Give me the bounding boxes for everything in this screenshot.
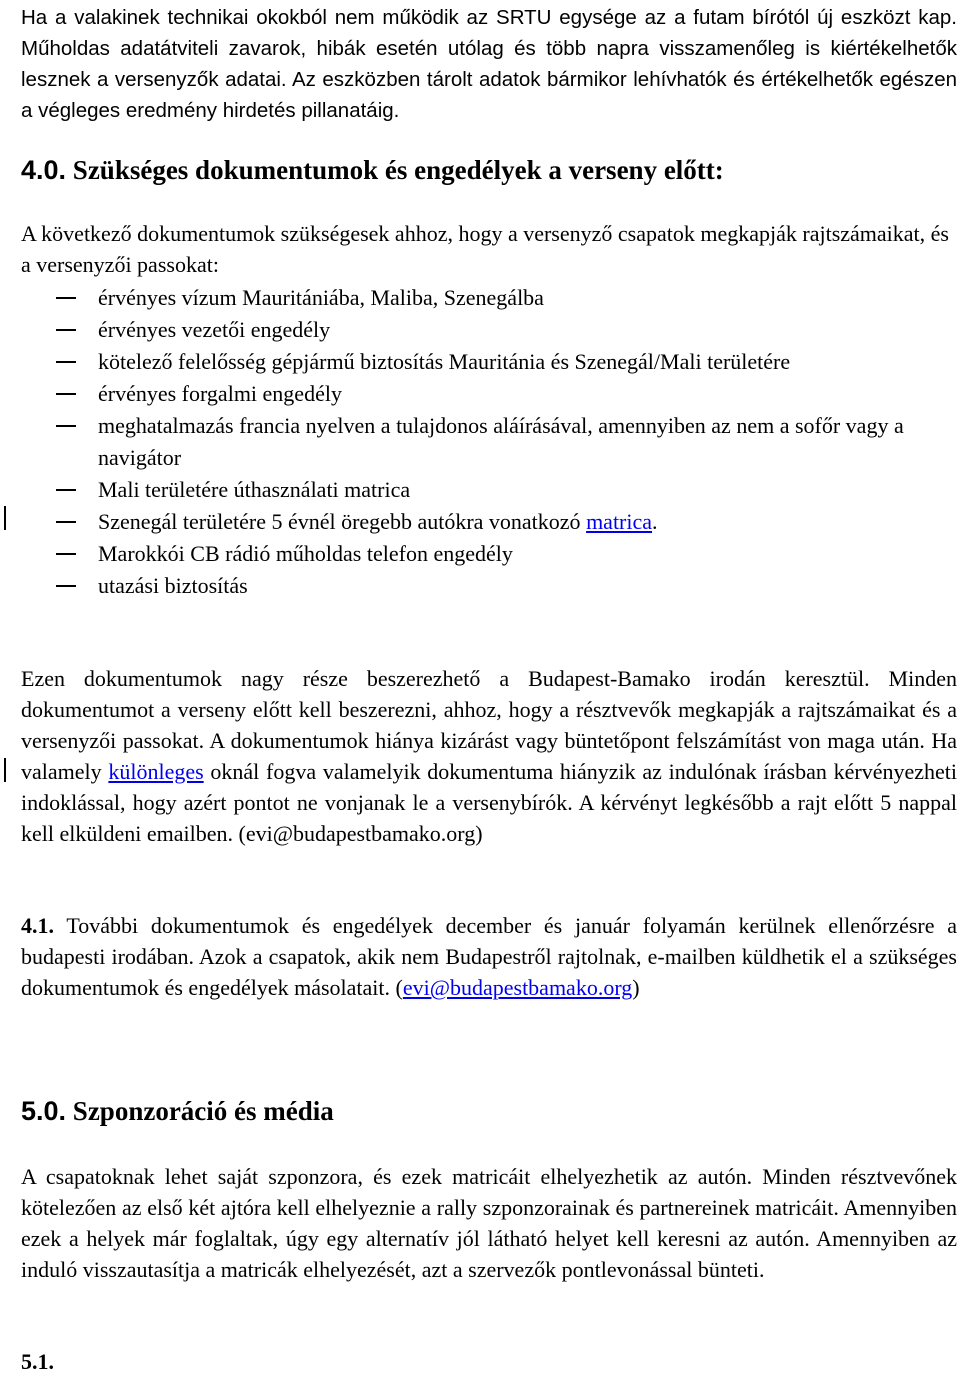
- list-item: Marokkói CB rádió műholdas telefon engedély: [98, 541, 513, 566]
- section-5-title: Szponzoráció és média: [72, 1096, 334, 1126]
- change-bar: [4, 758, 6, 782]
- section-4-heading: [21, 153, 724, 187]
- section-4-intro: A következő dokumentumok szükségesek ahhoz, hogy a versenyző csapatok megkapják rajtszámaikat, és a versenyzői passokat:: [21, 221, 949, 277]
- list-item: utazási biztosítás: [98, 573, 248, 598]
- change-bar: [4, 506, 6, 530]
- matrica-link[interactable]: matrica: [586, 509, 653, 534]
- list-item: Mali területére úthasználati matrica: [98, 477, 411, 502]
- section-5-paragraph: A csapatoknak lehet saját szponzora, és ezek matricáit elhelyezhetik az autón. Minden résztvevőnek kötelezően az első két ajtóra kell elhelyeznie a rally szponzorainak és partnereinek matricáit. Amennyiben ezek a helyek már foglaltak, úgy egy alternatív jól látható helyet kell keresni az autón. Amennyiben az induló visszautasítja a matricák elhelyezését, azt a szervezők pontlevonással bünteti.: [21, 1164, 957, 1282]
- section-4-1-number: 4.1.: [21, 913, 54, 938]
- list-item: kötelező felelősség gépjármű biztosítás Mauritánia és Szenegál/Mali területére: [98, 349, 791, 374]
- section-4-title: Szükséges dokumentumok és engedélyek a verseny előtt:: [72, 155, 724, 185]
- document-list: [21, 282, 957, 602]
- list-item: érvényes vízum Mauritániába, Maliba, Szenegálba: [98, 285, 544, 310]
- list-item: Szenegál területére 5 évnél öregebb autókra vonatkozó matrica.: [98, 509, 658, 534]
- section-4-number: 4.0.: [21, 155, 67, 185]
- intro-paragraph: Ha a valakinek technikai okokból nem működik az SRTU egysége az a futam bírótól új eszközt kap. Műholdas adatátviteli zavarok, hibák esetén utólag és több napra visszamenőleg is kiértékelhetők lesznek a versenyzők adatai. Az eszközben tárolt adatok bármikor lehívhatók és értékelhetők egészen a végleges eredmény hirdetés pillanatáig.: [21, 6, 957, 122]
- list-item: meghatalmazás francia nyelven a tulajdonos aláírásával, amennyiben az nem a sofőr vagy a navigátor: [98, 413, 904, 470]
- section-5-heading: [21, 1094, 334, 1128]
- list-item: érvényes forgalmi engedély: [98, 381, 342, 406]
- section-5-number: 5.0.: [21, 1096, 67, 1126]
- section-4-1-paragraph: 4.1. További dokumentumok és engedélyek december és január folyamán kerülnek ellenőrzésre a budapesti irodában. Azok a csapatok, akik nem Budapestről rajtolnak, e-mailben küldhetik el a szükséges dokumentumok és engedélyek másolatait. (evi@budapestbamako.org): [21, 913, 957, 1000]
- section-5-1-number: 5.1.: [21, 1349, 54, 1374]
- documents-paragraph: Ezen dokumentumok nagy része beszerezhető a Budapest-Bamako irodán keresztül. Minden dokumentumot a verseny előtt kell beszerezni, ahhoz, hogy a résztvevők megkapják a rajtszámaikat és a versenyzői passokat. A dokumentumok hiánya kizárást vagy büntetőpont felszámítást von maga után. Ha valamely különleges oknál fogva valamelyik dokumentuma hiányzik az indulónak írásban kérvényezheti indoklással, hogy azért pontot ne vonjanak le a versenybírók. A kérvényt legkésőbb a rajt előtt 5 nappal kell elküldeni emailben. (evi@budapestbamako.org): [21, 666, 957, 846]
- list-item: érvényes vezetői engedély: [98, 317, 331, 342]
- kulonleges-link[interactable]: különleges: [108, 759, 204, 784]
- email-link[interactable]: evi@budapestbamako.org: [402, 975, 633, 1000]
